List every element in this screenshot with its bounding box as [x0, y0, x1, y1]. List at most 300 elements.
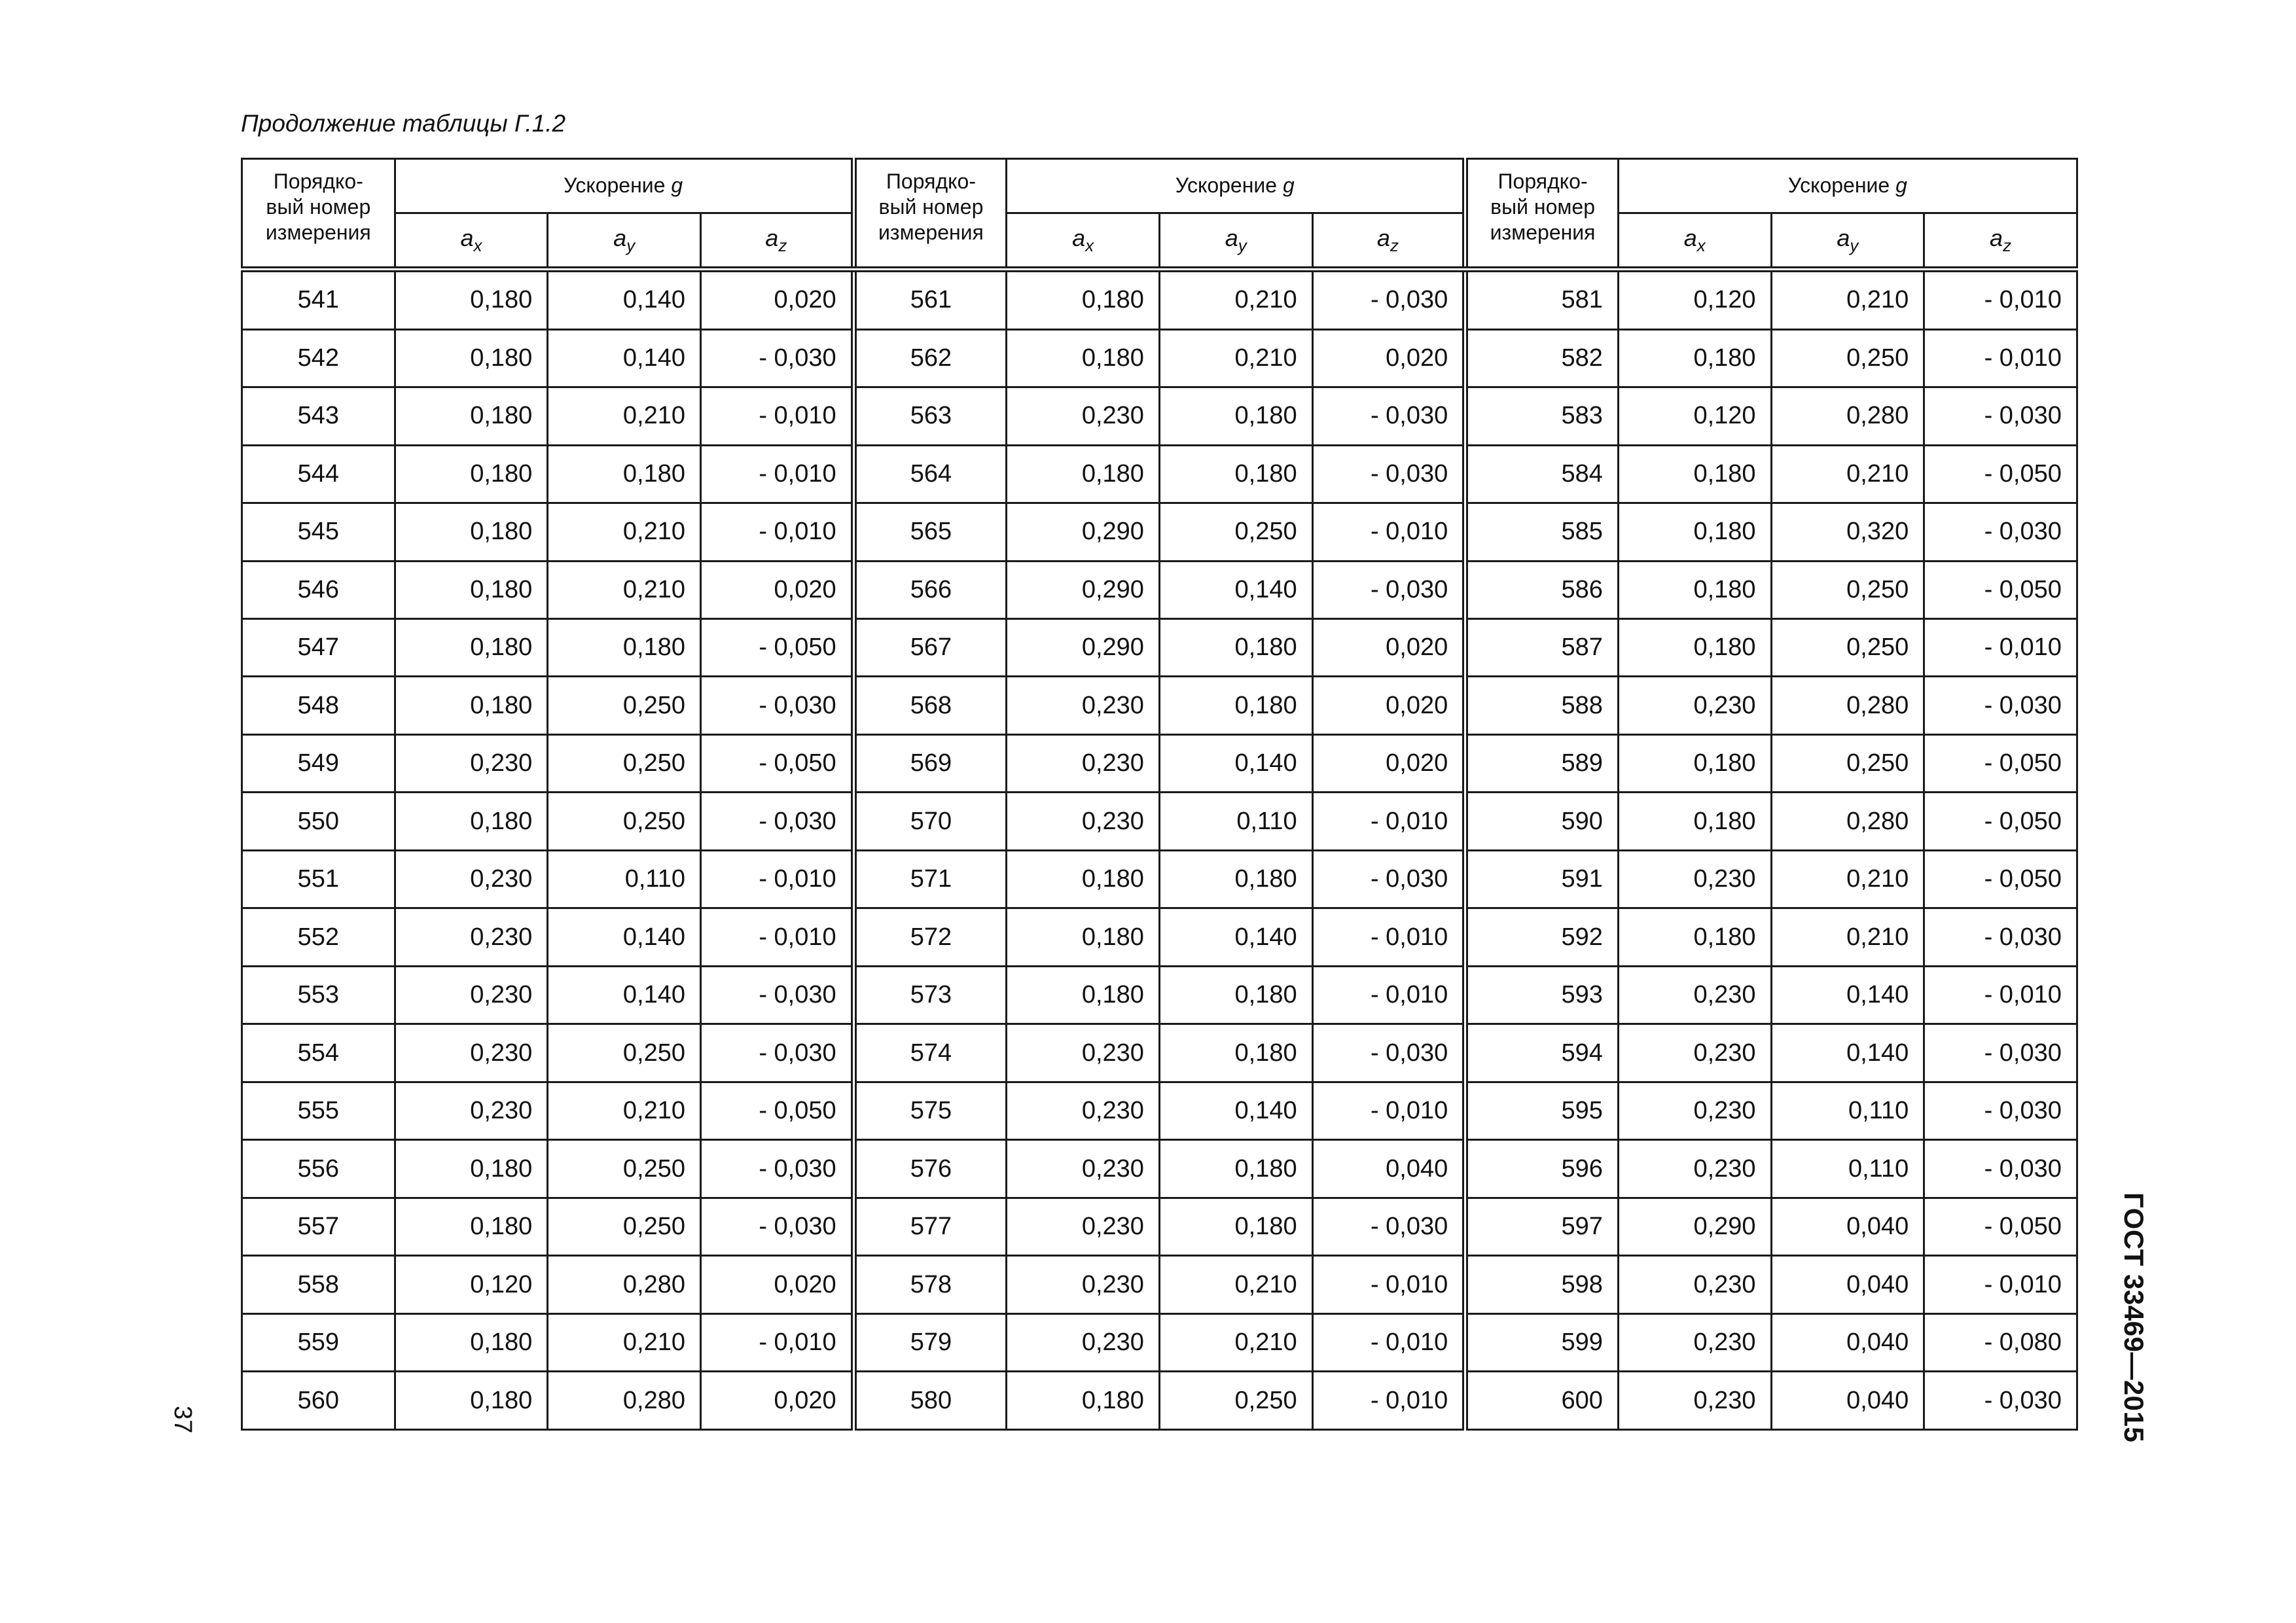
cell-ay: 0,180	[1159, 677, 1312, 734]
cell-ay: 0,250	[1771, 619, 1924, 677]
axis-base-label: a	[460, 224, 474, 252]
header-acceleration-symbol: g	[671, 173, 683, 198]
axis-base-label: a	[613, 224, 627, 252]
cell-measurement-number: 592	[1465, 908, 1619, 966]
cell-ax: 0,180	[1618, 329, 1771, 387]
cell-az: 0,020	[1312, 619, 1465, 677]
cell-ay: 0,250	[1159, 503, 1312, 561]
cell-az: 0,020	[700, 561, 853, 618]
cell-ax: 0,230	[1618, 1313, 1771, 1371]
cell-ay: 0,110	[548, 850, 701, 908]
table-row	[242, 677, 2077, 734]
cell-ax: 0,120	[1618, 387, 1771, 445]
cell-measurement-number: 585	[1465, 503, 1619, 561]
cell-az: 0,020	[700, 1256, 853, 1313]
cell-ay: 0,210	[1771, 445, 1924, 503]
cell-measurement-number: 549	[242, 734, 395, 792]
cell-ax: 0,180	[395, 329, 548, 387]
cell-ax: 0,180	[395, 677, 548, 734]
cell-ay: 0,140	[1159, 908, 1312, 966]
cell-ax: 0,230	[395, 1024, 548, 1082]
cell-measurement-number: 559	[242, 1313, 395, 1371]
cell-az: - 0,030	[1924, 503, 2077, 561]
cell-ax: 0,230	[1618, 677, 1771, 734]
header-axis-y	[1771, 213, 1924, 270]
table-row	[242, 1313, 2077, 1371]
cell-measurement-number: 578	[853, 1256, 1007, 1313]
cell-measurement-number: 588	[1465, 677, 1619, 734]
cell-measurement-number: 566	[853, 561, 1007, 618]
axis-subscript: y	[626, 236, 636, 256]
header-axis-x	[1618, 213, 1771, 270]
cell-ay: 0,110	[1771, 1082, 1924, 1139]
cell-ax: 0,230	[395, 850, 548, 908]
cell-ax: 0,230	[1007, 1198, 1160, 1255]
table-row	[242, 445, 2077, 503]
cell-ax: 0,230	[1618, 1024, 1771, 1082]
table-header	[242, 159, 2077, 270]
header-axis-z	[1924, 213, 2077, 270]
cell-az: - 0,030	[1312, 850, 1465, 908]
cell-measurement-number: 572	[853, 908, 1007, 966]
axis-base-label: a	[1072, 224, 1086, 252]
cell-az: 0,020	[700, 270, 853, 330]
cell-az: - 0,030	[1924, 1140, 2077, 1198]
cell-az: - 0,030	[1924, 1082, 2077, 1139]
cell-ax: 0,180	[1618, 445, 1771, 503]
cell-measurement-number: 569	[853, 734, 1007, 792]
cell-az: - 0,050	[700, 734, 853, 792]
cell-az: - 0,050	[1924, 445, 2077, 503]
cell-az: - 0,010	[1312, 503, 1465, 561]
cell-ax: 0,230	[1618, 850, 1771, 908]
cell-ax: 0,180	[1007, 445, 1160, 503]
cell-ay: 0,250	[1159, 1372, 1312, 1430]
table-row	[242, 1256, 2077, 1313]
cell-measurement-number: 583	[1465, 387, 1619, 445]
cell-ay: 0,210	[548, 503, 701, 561]
cell-ay: 0,180	[1159, 387, 1312, 445]
header-acceleration-label: Ускорение	[564, 173, 672, 198]
cell-measurement-number: 599	[1465, 1313, 1619, 1371]
cell-ax: 0,230	[395, 966, 548, 1024]
cell-measurement-number: 563	[853, 387, 1007, 445]
cell-ax: 0,230	[1007, 387, 1160, 445]
cell-ax: 0,180	[395, 503, 548, 561]
cell-ax: 0,230	[395, 734, 548, 792]
cell-az: - 0,050	[700, 1082, 853, 1139]
cell-measurement-number: 579	[853, 1313, 1007, 1371]
cell-az: - 0,050	[1924, 793, 2077, 850]
cell-ay: 0,180	[1159, 1198, 1312, 1255]
cell-measurement-number: 589	[1465, 734, 1619, 792]
cell-ax: 0,180	[1618, 503, 1771, 561]
cell-ax: 0,290	[1007, 503, 1160, 561]
cell-ay: 0,140	[548, 329, 701, 387]
cell-ax: 0,230	[1007, 1140, 1160, 1198]
cell-az: - 0,080	[1924, 1313, 2077, 1371]
cell-az: - 0,030	[700, 1024, 853, 1082]
cell-ax: 0,230	[1007, 1313, 1160, 1371]
table-row	[242, 734, 2077, 792]
cell-az: - 0,030	[1924, 908, 2077, 966]
cell-measurement-number: 562	[853, 329, 1007, 387]
cell-ax: 0,180	[1007, 329, 1160, 387]
cell-ay: 0,180	[1159, 966, 1312, 1024]
cell-ax: 0,230	[1007, 734, 1160, 792]
table-row	[242, 1140, 2077, 1198]
table-row	[242, 850, 2077, 908]
cell-measurement-number: 571	[853, 850, 1007, 908]
cell-az: - 0,010	[700, 850, 853, 908]
cell-ay: 0,250	[548, 1140, 701, 1198]
cell-ay: 0,250	[548, 734, 701, 792]
cell-measurement-number: 582	[1465, 329, 1619, 387]
cell-measurement-number: 560	[242, 1372, 395, 1430]
cell-measurement-number: 543	[242, 387, 395, 445]
cell-ax: 0,180	[1618, 734, 1771, 792]
axis-subscript: x	[473, 236, 482, 256]
cell-measurement-number: 552	[242, 908, 395, 966]
cell-ay: 0,280	[1771, 677, 1924, 734]
axis-base-label: a	[1837, 224, 1850, 252]
axis-base-label: a	[1225, 224, 1238, 252]
table-row	[242, 1082, 2077, 1139]
header-acceleration	[1618, 159, 2077, 213]
cell-az: - 0,010	[1924, 619, 2077, 677]
cell-ax: 0,180	[1007, 270, 1160, 330]
cell-measurement-number: 544	[242, 445, 395, 503]
cell-measurement-number: 557	[242, 1198, 395, 1255]
cell-measurement-number: 576	[853, 1140, 1007, 1198]
cell-az: - 0,010	[1924, 1256, 2077, 1313]
header-measurement-number: Порядко- вый номер измерения	[853, 159, 1007, 270]
cell-az: - 0,050	[1924, 734, 2077, 792]
table-body	[242, 270, 2077, 1430]
cell-ax: 0,180	[395, 561, 548, 618]
cell-measurement-number: 573	[853, 966, 1007, 1024]
cell-measurement-number: 594	[1465, 1024, 1619, 1082]
axis-subscript: y	[1850, 236, 1859, 256]
cell-measurement-number: 554	[242, 1024, 395, 1082]
cell-ay: 0,250	[1771, 561, 1924, 618]
cell-ax: 0,230	[1618, 1082, 1771, 1139]
cell-ax: 0,230	[395, 908, 548, 966]
cell-ax: 0,180	[395, 793, 548, 850]
cell-ay: 0,210	[548, 1082, 701, 1139]
cell-measurement-number: 550	[242, 793, 395, 850]
cell-ay: 0,210	[1771, 850, 1924, 908]
cell-az: - 0,030	[1312, 270, 1465, 330]
cell-az: - 0,010	[700, 445, 853, 503]
cell-ay: 0,250	[548, 793, 701, 850]
header-acceleration-symbol: g	[1895, 173, 1907, 198]
cell-ay: 0,250	[548, 1198, 701, 1255]
cell-ay: 0,250	[548, 677, 701, 734]
table-row	[242, 1198, 2077, 1255]
cell-az: - 0,010	[1312, 1313, 1465, 1371]
cell-az: - 0,030	[700, 1140, 853, 1198]
cell-ay: 0,040	[1771, 1372, 1924, 1430]
cell-az: 0,020	[700, 1372, 853, 1430]
cell-measurement-number: 586	[1465, 561, 1619, 618]
table-row	[242, 270, 2077, 330]
cell-az: - 0,030	[1312, 1024, 1465, 1082]
table-row	[242, 329, 2077, 387]
cell-measurement-number: 581	[1465, 270, 1619, 330]
cell-ax: 0,230	[1618, 1372, 1771, 1430]
cell-ay: 0,140	[548, 966, 701, 1024]
cell-az: - 0,010	[1924, 270, 2077, 330]
table-row	[242, 1372, 2077, 1430]
cell-ay: 0,210	[1159, 1313, 1312, 1371]
cell-ax: 0,230	[1007, 1024, 1160, 1082]
cell-ax: 0,180	[395, 1140, 548, 1198]
cell-ay: 0,250	[1771, 329, 1924, 387]
axis-base-label: a	[1376, 224, 1390, 252]
cell-ax: 0,230	[1007, 1256, 1160, 1313]
cell-ay: 0,140	[1771, 1024, 1924, 1082]
cell-ax: 0,120	[395, 1256, 548, 1313]
axis-base-label: a	[1683, 224, 1697, 252]
header-acceleration	[395, 159, 853, 213]
cell-ax: 0,230	[1618, 1140, 1771, 1198]
cell-ax: 0,180	[1618, 619, 1771, 677]
cell-ay: 0,180	[1159, 445, 1312, 503]
cell-ay: 0,180	[1159, 1140, 1312, 1198]
cell-ax: 0,230	[1618, 966, 1771, 1024]
table-caption: Продолжение таблицы Г.1.2	[241, 110, 566, 137]
table-row	[242, 387, 2077, 445]
header-measurement-number: Порядко- вый номер измерения	[242, 159, 395, 270]
cell-ay: 0,040	[1771, 1313, 1924, 1371]
cell-ax: 0,180	[395, 270, 548, 330]
cell-ay: 0,320	[1771, 503, 1924, 561]
axis-subscript: z	[2003, 236, 2012, 256]
cell-ay: 0,210	[548, 561, 701, 618]
cell-az: 0,040	[1312, 1140, 1465, 1198]
cell-az: - 0,010	[1924, 966, 2077, 1024]
cell-az: - 0,030	[1312, 387, 1465, 445]
header-axis-y	[1159, 213, 1312, 270]
cell-measurement-number: 598	[1465, 1256, 1619, 1313]
cell-ax: 0,290	[1007, 619, 1160, 677]
cell-ay: 0,250	[1771, 734, 1924, 792]
axis-base-label: a	[765, 224, 779, 252]
cell-ax: 0,230	[1007, 1082, 1160, 1139]
table-row	[242, 561, 2077, 618]
header-acceleration	[1007, 159, 1465, 213]
axis-base-label: a	[1990, 224, 2003, 252]
cell-ax: 0,180	[1618, 793, 1771, 850]
cell-measurement-number: 584	[1465, 445, 1619, 503]
acceleration-table	[241, 158, 2078, 1431]
cell-ax: 0,180	[1007, 1372, 1160, 1430]
cell-ay: 0,280	[1771, 387, 1924, 445]
cell-ay: 0,280	[1771, 793, 1924, 850]
cell-az: - 0,050	[1924, 561, 2077, 618]
standard-designation: ГОСТ 33469—2015	[2119, 1192, 2149, 1443]
cell-ay: 0,250	[548, 1024, 701, 1082]
cell-az: - 0,010	[700, 1313, 853, 1371]
cell-ax: 0,180	[1007, 908, 1160, 966]
cell-ay: 0,180	[1159, 850, 1312, 908]
cell-ax: 0,230	[1007, 677, 1160, 734]
header-axis-z	[700, 213, 853, 270]
cell-az: - 0,010	[1924, 329, 2077, 387]
cell-measurement-number: 597	[1465, 1198, 1619, 1255]
cell-ay: 0,140	[548, 908, 701, 966]
cell-ax: 0,180	[1007, 850, 1160, 908]
cell-ax: 0,180	[395, 1198, 548, 1255]
cell-ay: 0,180	[548, 619, 701, 677]
cell-az: - 0,010	[1312, 1372, 1465, 1430]
table-row	[242, 503, 2077, 561]
cell-measurement-number: 577	[853, 1198, 1007, 1255]
cell-ay: 0,210	[1159, 1256, 1312, 1313]
cell-az: - 0,010	[700, 503, 853, 561]
cell-ax: 0,180	[1618, 908, 1771, 966]
cell-measurement-number: 570	[853, 793, 1007, 850]
cell-ax: 0,180	[1618, 561, 1771, 618]
cell-az: - 0,010	[1312, 908, 1465, 966]
cell-ax: 0,180	[395, 1372, 548, 1430]
cell-ax: 0,180	[395, 1313, 548, 1371]
cell-ay: 0,210	[548, 1313, 701, 1371]
cell-az: - 0,010	[1312, 793, 1465, 850]
table-row	[242, 966, 2077, 1024]
cell-ax: 0,180	[395, 619, 548, 677]
cell-ay: 0,210	[1159, 329, 1312, 387]
cell-ay: 0,180	[1159, 619, 1312, 677]
cell-ay: 0,140	[1159, 561, 1312, 618]
cell-ay: 0,040	[1771, 1198, 1924, 1255]
cell-ay: 0,110	[1159, 793, 1312, 850]
table-row	[242, 793, 2077, 850]
cell-measurement-number: 545	[242, 503, 395, 561]
header-measurement-number: Порядко- вый номер измерения	[1465, 159, 1619, 270]
cell-ax: 0,290	[1618, 1198, 1771, 1255]
axis-subscript: x	[1696, 236, 1706, 256]
header-axis-y	[548, 213, 701, 270]
cell-ax: 0,180	[395, 387, 548, 445]
cell-measurement-number: 564	[853, 445, 1007, 503]
cell-measurement-number: 593	[1465, 966, 1619, 1024]
axis-subscript: x	[1085, 236, 1094, 256]
cell-az: 0,020	[1312, 329, 1465, 387]
cell-az: - 0,030	[1312, 445, 1465, 503]
cell-measurement-number: 542	[242, 329, 395, 387]
header-acceleration-symbol: g	[1282, 173, 1295, 198]
table-row	[242, 908, 2077, 966]
cell-az: - 0,050	[700, 619, 853, 677]
cell-az: - 0,010	[700, 908, 853, 966]
cell-measurement-number: 587	[1465, 619, 1619, 677]
header-axis-x	[1007, 213, 1160, 270]
cell-ay: 0,140	[1771, 966, 1924, 1024]
cell-measurement-number: 595	[1465, 1082, 1619, 1139]
cell-ax: 0,290	[1007, 561, 1160, 618]
cell-az: - 0,030	[700, 966, 853, 1024]
cell-measurement-number: 596	[1465, 1140, 1619, 1198]
cell-az: 0,020	[1312, 677, 1465, 734]
cell-measurement-number: 567	[853, 619, 1007, 677]
cell-az: - 0,050	[1924, 1198, 2077, 1255]
cell-measurement-number: 558	[242, 1256, 395, 1313]
cell-measurement-number: 541	[242, 270, 395, 330]
cell-ay: 0,280	[548, 1256, 701, 1313]
header-axis-x	[395, 213, 548, 270]
cell-measurement-number: 591	[1465, 850, 1619, 908]
cell-az: - 0,030	[1312, 561, 1465, 618]
cell-ax: 0,120	[1618, 270, 1771, 330]
cell-ay: 0,110	[1771, 1140, 1924, 1198]
axis-subscript: z	[1390, 236, 1399, 256]
cell-ay: 0,210	[1771, 270, 1924, 330]
cell-measurement-number: 568	[853, 677, 1007, 734]
axis-subscript: y	[1238, 236, 1247, 256]
cell-az: - 0,010	[1312, 966, 1465, 1024]
cell-ay: 0,210	[1159, 270, 1312, 330]
cell-ax: 0,230	[395, 1082, 548, 1139]
cell-ay: 0,040	[1771, 1256, 1924, 1313]
cell-measurement-number: 574	[853, 1024, 1007, 1082]
cell-measurement-number: 551	[242, 850, 395, 908]
cell-az: - 0,030	[700, 329, 853, 387]
cell-ax: 0,180	[1007, 966, 1160, 1024]
header-axis-z	[1312, 213, 1465, 270]
cell-az: - 0,010	[700, 387, 853, 445]
cell-measurement-number: 555	[242, 1082, 395, 1139]
cell-ax: 0,230	[1618, 1256, 1771, 1313]
cell-az: - 0,050	[1924, 850, 2077, 908]
cell-ay: 0,140	[1159, 1082, 1312, 1139]
cell-measurement-number: 590	[1465, 793, 1619, 850]
cell-az: - 0,030	[1924, 1024, 2077, 1082]
acceleration-table-container	[241, 158, 2076, 1431]
cell-measurement-number: 556	[242, 1140, 395, 1198]
cell-measurement-number: 565	[853, 503, 1007, 561]
cell-measurement-number: 600	[1465, 1372, 1619, 1430]
cell-az: 0,020	[1312, 734, 1465, 792]
cell-ay: 0,180	[548, 445, 701, 503]
cell-az: - 0,010	[1312, 1256, 1465, 1313]
cell-az: - 0,030	[1924, 1372, 2077, 1430]
cell-measurement-number: 546	[242, 561, 395, 618]
page-number: 37	[169, 1406, 196, 1434]
cell-measurement-number: 575	[853, 1082, 1007, 1139]
axis-subscript: z	[778, 236, 787, 256]
cell-az: - 0,010	[1312, 1082, 1465, 1139]
cell-measurement-number: 548	[242, 677, 395, 734]
cell-ay: 0,210	[548, 387, 701, 445]
cell-ay: 0,180	[1159, 1024, 1312, 1082]
table-row	[242, 619, 2077, 677]
cell-ax: 0,230	[1007, 793, 1160, 850]
cell-ay: 0,140	[548, 270, 701, 330]
cell-az: - 0,030	[1312, 1198, 1465, 1255]
cell-measurement-number: 580	[853, 1372, 1007, 1430]
cell-ax: 0,180	[395, 445, 548, 503]
cell-ay: 0,140	[1159, 734, 1312, 792]
cell-ay: 0,280	[548, 1372, 701, 1430]
cell-az: - 0,030	[1924, 677, 2077, 734]
cell-az: - 0,030	[700, 793, 853, 850]
header-acceleration-label: Ускорение	[1175, 173, 1283, 198]
cell-ay: 0,210	[1771, 908, 1924, 966]
table-row	[242, 1024, 2077, 1082]
cell-measurement-number: 547	[242, 619, 395, 677]
